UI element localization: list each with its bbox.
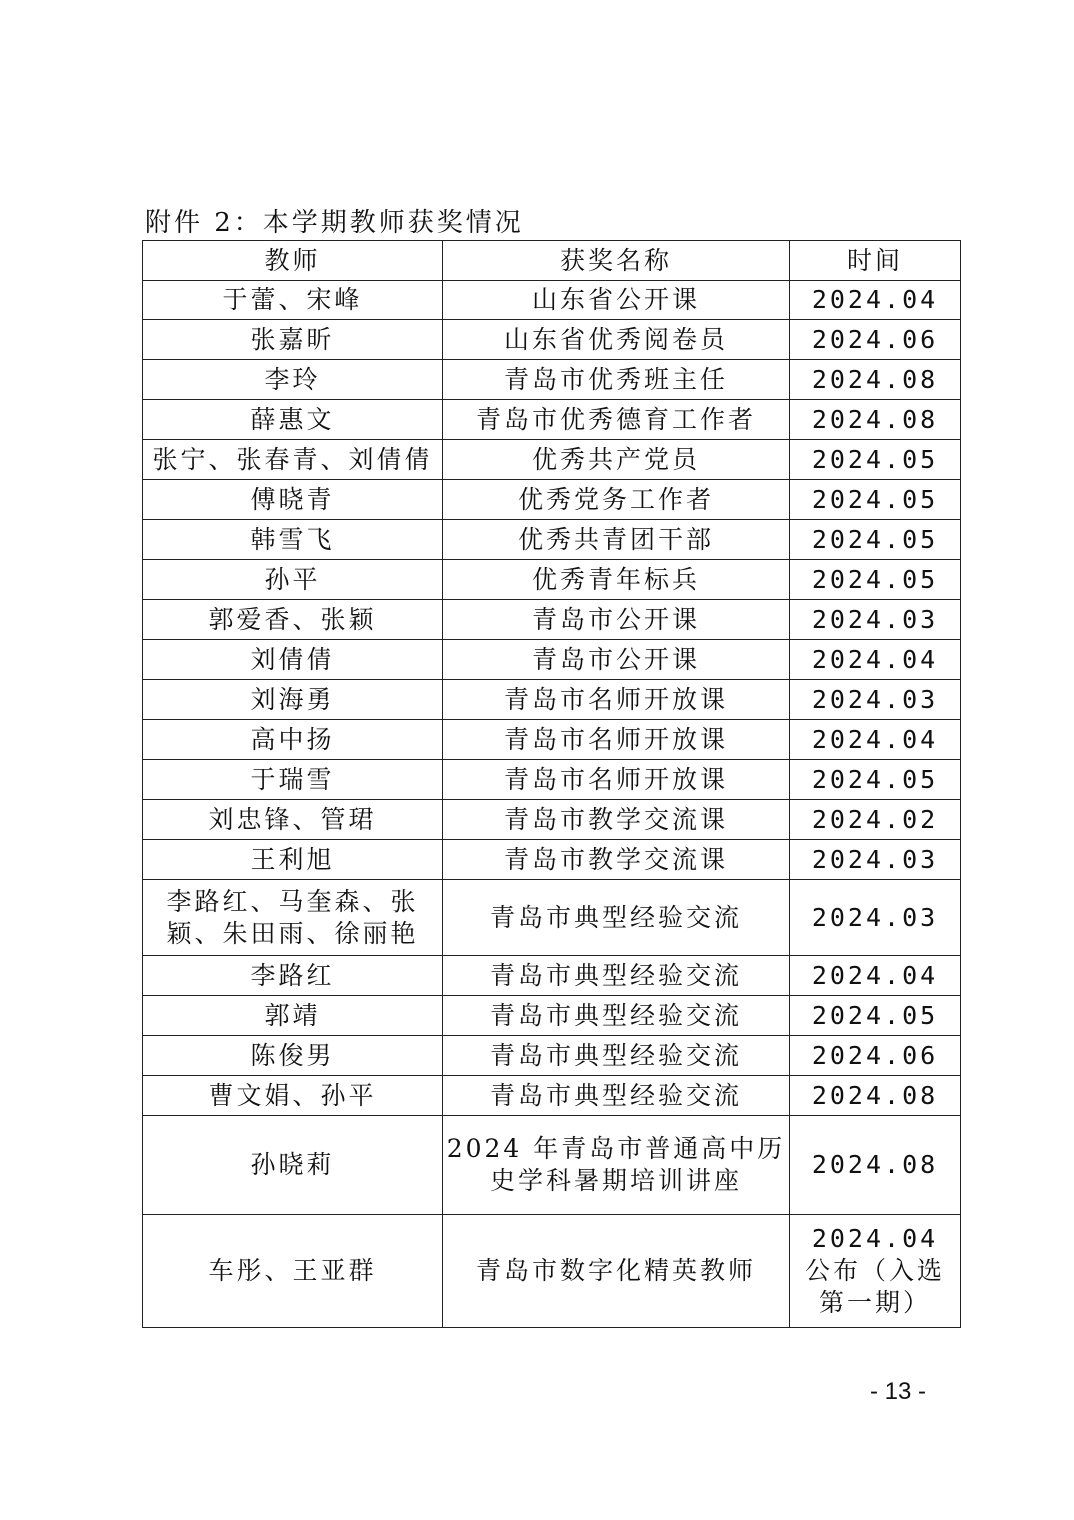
teacher-cell: 于蕾、宋峰 [143, 281, 443, 320]
table-row [143, 520, 961, 560]
teacher-cell: 王利旭 [143, 840, 443, 880]
teacher-cell: 曹文娟、孙平 [143, 1076, 443, 1116]
table-row [143, 320, 961, 360]
award-cell: 优秀共产党员 [443, 440, 790, 480]
award-cell: 青岛市典型经验交流 [443, 996, 790, 1036]
table-row [143, 640, 961, 680]
award-cell: 青岛市优秀班主任 [443, 360, 790, 400]
date-cell: 2024.03 [790, 880, 961, 956]
teacher-cell: 薛惠文 [143, 400, 443, 440]
award-cell: 优秀党务工作者 [443, 480, 790, 520]
award-cell: 青岛市教学交流课 [443, 800, 790, 840]
table-row [143, 360, 961, 400]
table-row [143, 1036, 961, 1076]
teacher-cell: 傅晓青 [143, 480, 443, 520]
date-cell: 2024.04 [790, 640, 961, 680]
date-cell: 2024.08 [790, 400, 961, 440]
table-row [143, 800, 961, 840]
award-cell: 青岛市典型经验交流 [443, 956, 790, 996]
teacher-cell: 李玲 [143, 360, 443, 400]
award-cell: 优秀青年标兵 [443, 560, 790, 600]
teacher-cell: 李路红 [143, 956, 443, 996]
award-cell: 青岛市公开课 [443, 640, 790, 680]
table-row [143, 1215, 961, 1328]
date-cell: 2024.05 [790, 996, 961, 1036]
teacher-cell: 陈俊男 [143, 1036, 443, 1076]
page-number: - 13 - [870, 1378, 927, 1405]
table-row [143, 996, 961, 1036]
teacher-cell: 郭靖 [143, 996, 443, 1036]
date-cell: 2024.04 [790, 720, 961, 760]
award-cell: 优秀共青团干部 [443, 520, 790, 560]
award-cell: 2024 年青岛市普通高中历史学科暑期培训讲座 [443, 1116, 790, 1215]
table-row [143, 440, 961, 480]
award-cell: 青岛市典型经验交流 [443, 1036, 790, 1076]
teacher-cell: 孙晓莉 [143, 1116, 443, 1215]
teacher-cell: 孙平 [143, 560, 443, 600]
table-row [143, 840, 961, 880]
award-cell: 青岛市典型经验交流 [443, 1076, 790, 1116]
date-cell: 2024.02 [790, 800, 961, 840]
teacher-cell: 李路红、马奎森、张颖、朱田雨、徐丽艳 [143, 880, 443, 956]
award-cell: 青岛市教学交流课 [443, 840, 790, 880]
award-cell: 山东省公开课 [443, 281, 790, 320]
award-cell: 青岛市优秀德育工作者 [443, 400, 790, 440]
date-cell: 2024.04 [790, 956, 961, 996]
date-cell: 2024.06 [790, 320, 961, 360]
teacher-cell: 韩雪飞 [143, 520, 443, 560]
date-cell: 2024.05 [790, 560, 961, 600]
date-cell: 2024.05 [790, 520, 961, 560]
teacher-cell: 刘海勇 [143, 680, 443, 720]
date-cell: 2024.06 [790, 1036, 961, 1076]
table-row [143, 720, 961, 760]
teacher-cell: 刘倩倩 [143, 640, 443, 680]
award-cell: 青岛市典型经验交流 [443, 880, 790, 956]
awards-table [142, 240, 961, 1328]
date-cell: 2024.08 [790, 1076, 961, 1116]
table-row [143, 560, 961, 600]
award-cell: 山东省优秀阅卷员 [443, 320, 790, 360]
award-cell: 青岛市名师开放课 [443, 760, 790, 800]
teacher-cell: 于瑞雪 [143, 760, 443, 800]
date-cell: 2024.08 [790, 360, 961, 400]
table-row [143, 480, 961, 520]
table-row [143, 1076, 961, 1116]
date-cell: 2024.05 [790, 480, 961, 520]
page-heading: 附件 2：本学期教师获奖情况 [145, 208, 524, 238]
table-row [143, 600, 961, 640]
header-date: 时间 [790, 241, 961, 281]
teacher-cell: 张宁、张春青、刘倩倩 [143, 440, 443, 480]
date-cell: 2024.03 [790, 600, 961, 640]
table-row [143, 956, 961, 996]
table-header-row [143, 241, 961, 281]
table-row [143, 760, 961, 800]
date-cell: 2024.08 [790, 1116, 961, 1215]
teacher-cell: 刘忠锋、管珺 [143, 800, 443, 840]
award-cell: 青岛市名师开放课 [443, 720, 790, 760]
date-cell: 2024.04 公布（入选第一期） [790, 1215, 961, 1328]
award-cell: 青岛市名师开放课 [443, 680, 790, 720]
date-cell: 2024.05 [790, 440, 961, 480]
date-cell: 2024.03 [790, 680, 961, 720]
teacher-cell: 高中扬 [143, 720, 443, 760]
date-cell: 2024.03 [790, 840, 961, 880]
teacher-cell: 张嘉昕 [143, 320, 443, 360]
table-row [143, 400, 961, 440]
teacher-cell: 车彤、王亚群 [143, 1215, 443, 1328]
teacher-cell: 郭爱香、张颖 [143, 600, 443, 640]
award-cell: 青岛市公开课 [443, 600, 790, 640]
table-row [143, 680, 961, 720]
date-cell: 2024.05 [790, 760, 961, 800]
table-row [143, 880, 961, 956]
header-teacher: 教师 [143, 241, 443, 281]
date-cell: 2024.04 [790, 281, 961, 320]
table-row [143, 281, 961, 320]
table-row [143, 1116, 961, 1215]
header-award: 获奖名称 [443, 241, 790, 281]
award-cell: 青岛市数字化精英教师 [443, 1215, 790, 1328]
